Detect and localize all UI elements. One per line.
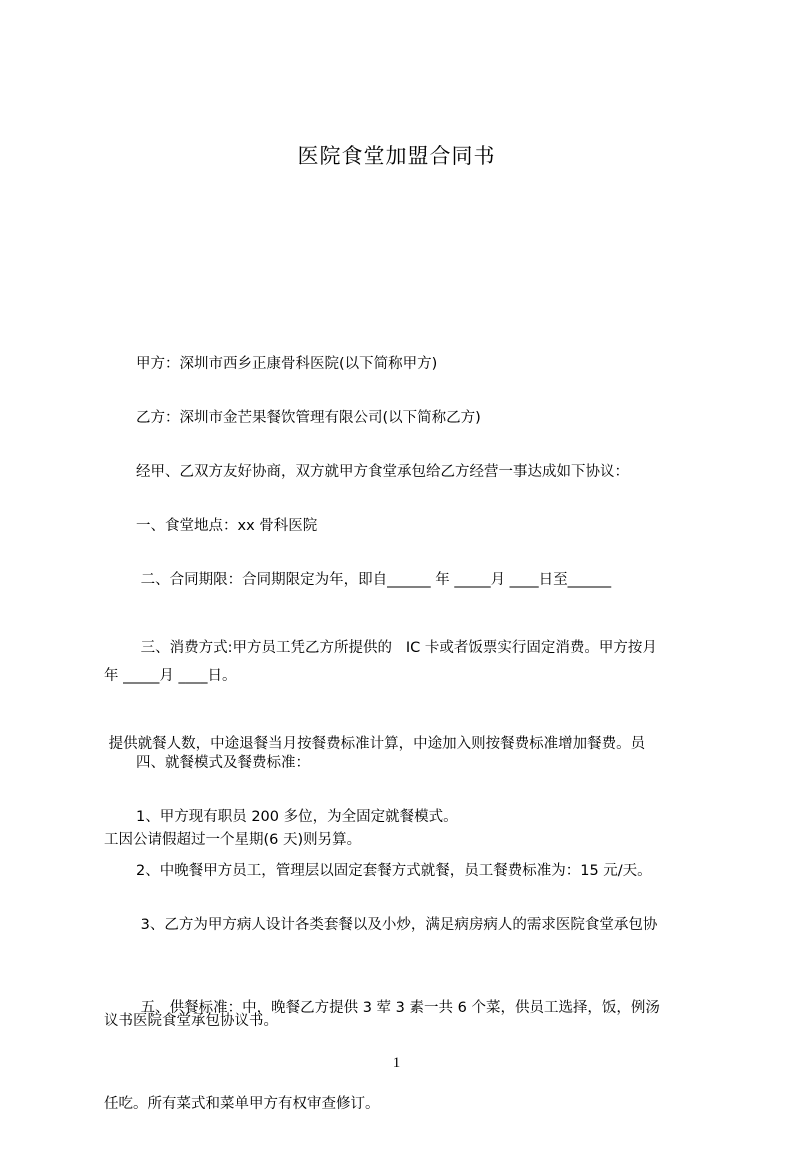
- clause5-line-2: 任吃。所有菜式和菜单甲方有权审查修订。: [104, 1096, 380, 1112]
- clause3-line-1: 三、消费方式:甲方员工凭乙方所提供的 IC 卡或者饭票实行固定消费。甲方按月: [136, 640, 657, 656]
- clause1-line: 一、食堂地点：xx 骨科医院: [136, 518, 318, 534]
- clause4-3-line-1: 3、乙方为甲方病人设计各类套餐以及小炒，满足病房病人的需求医院食堂承包协: [136, 917, 658, 933]
- clause4-line: 四、就餐模式及餐费标准：: [136, 755, 310, 771]
- clause4-2-line: 2、中晚餐甲方员工，管理层以固定套餐方式就餐，员工餐费标准为：15 元/天。: [136, 863, 652, 879]
- intro-line: 经甲、乙双方友好协商，双方就甲方食堂承包给乙方经营一事达成如下协议：: [136, 464, 629, 480]
- clause2-line-1: 二、合同期限：合同期限定为年，即自______ 年 _____月 ____日至______: [136, 572, 612, 588]
- party-b-line: 乙方：深圳市金芒果餐饮管理有限公司(以下简称乙方): [136, 410, 481, 426]
- clause5-paragraph: [104, 928, 702, 1152]
- clause4-3-line-2: 议书医院食堂承包协议书。: [104, 1013, 278, 1029]
- clause3-line-3: 工因公请假超过一个星期(6 天)则另算。: [104, 832, 362, 848]
- clause5-line-1: 五、供餐标准：中，晚餐乙方提供 3 荤 3 素一共 6 个菜，供员工选择，饭，例汤: [136, 1000, 660, 1016]
- clause4-1-line: 1、甲方现有职员 200 多位，为全固定就餐模式。: [136, 809, 458, 825]
- document-title: 医院食堂加盟合同书: [297, 144, 496, 168]
- clause2-line-2: 年 _____月 ____日。: [104, 668, 237, 684]
- clause3-line-2: 提供就餐人数，中途退餐当月按餐费标准计算，中途加入则按餐费标准增加餐费。员: [104, 736, 646, 752]
- page-number: 1: [392, 1055, 401, 1071]
- party-a-line: 甲方：深圳市西乡正康骨科医院(以下简称甲方): [136, 356, 438, 372]
